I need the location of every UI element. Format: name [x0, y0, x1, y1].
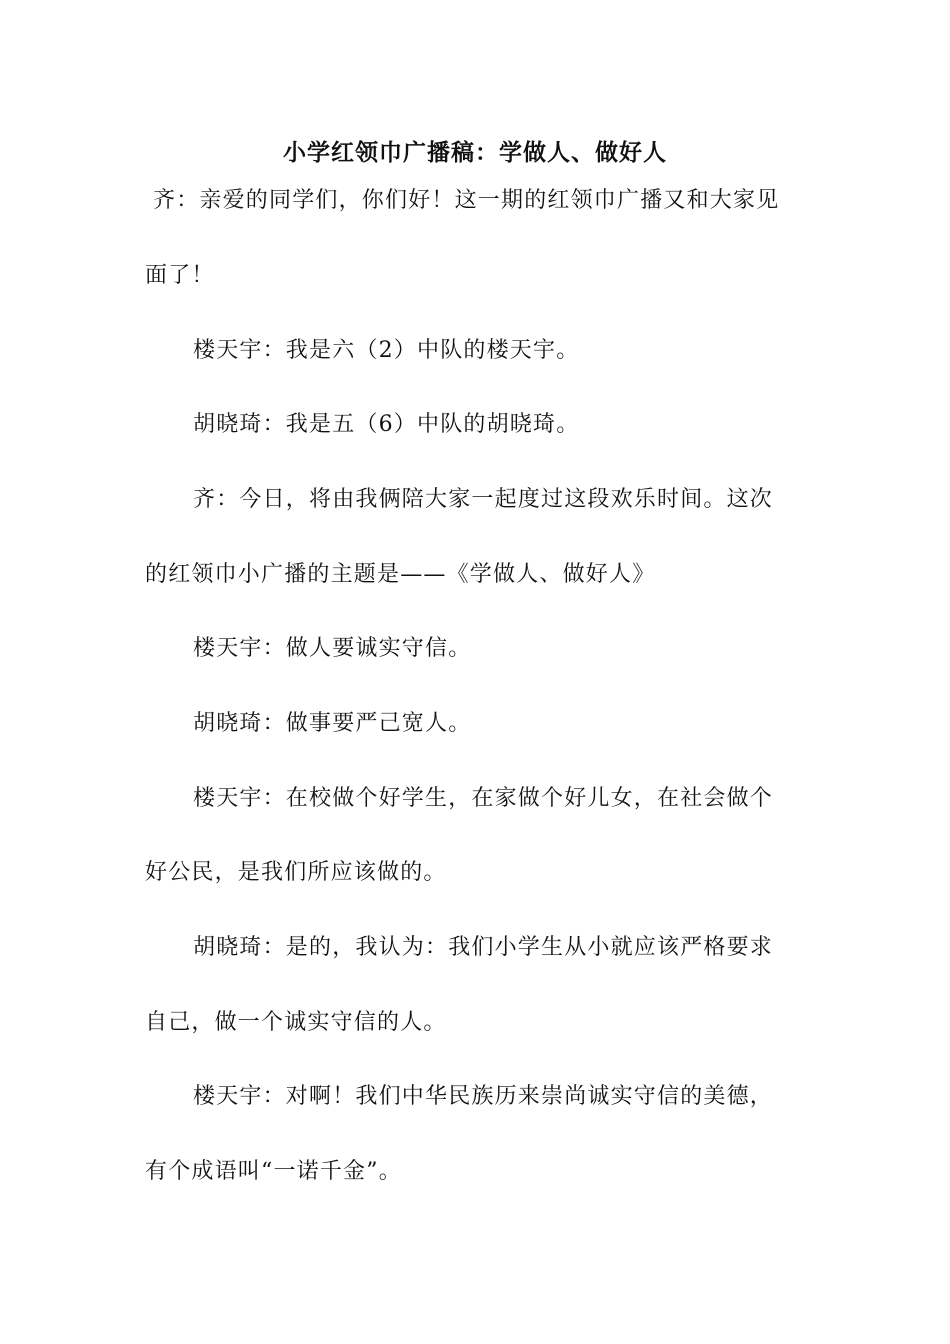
paragraph-line: 好公民，是我们所应该做的。 — [145, 860, 447, 885]
paragraph-line: 有个成语叫“一诺千金”。 — [145, 1159, 402, 1184]
document-title: 小学红领巾广播稿：学做人、做好人 — [283, 139, 667, 166]
paragraph-line: 楼天宇：对啊！我们中华民族历来崇尚诚实守信的美德， — [193, 1084, 774, 1109]
paragraph-line: 齐：亲爱的同学们，你们好！这一期的红领巾广播又和大家见 — [153, 188, 780, 213]
paragraph-line: 楼天宇：在校做个好学生，在家做个好儿女，在社会做个 — [193, 786, 774, 811]
paragraph-line: 面了！ — [145, 263, 215, 288]
paragraph-line: 楼天宇：我是六（2）中队的楼天宇。 — [193, 338, 580, 363]
paragraph-line: 齐：今日，将由我俩陪大家一起度过这段欢乐时间。这次 — [193, 487, 774, 512]
paragraph-line: 楼天宇：做人要诚实守信。 — [193, 636, 472, 661]
paragraph-line: 的红领巾小广播的主题是——《学做人、做好人》 — [145, 562, 656, 587]
paragraph-line: 胡晓琦：我是五（6）中队的胡晓琦。 — [193, 412, 580, 437]
paragraph-line: 胡晓琦：做事要严己宽人。 — [193, 711, 472, 736]
paragraph-line: 自己，做一个诚实守信的人。 — [145, 1010, 447, 1035]
paragraph-line: 胡晓琦：是的，我认为：我们小学生从小就应该严格要求 — [193, 935, 774, 960]
